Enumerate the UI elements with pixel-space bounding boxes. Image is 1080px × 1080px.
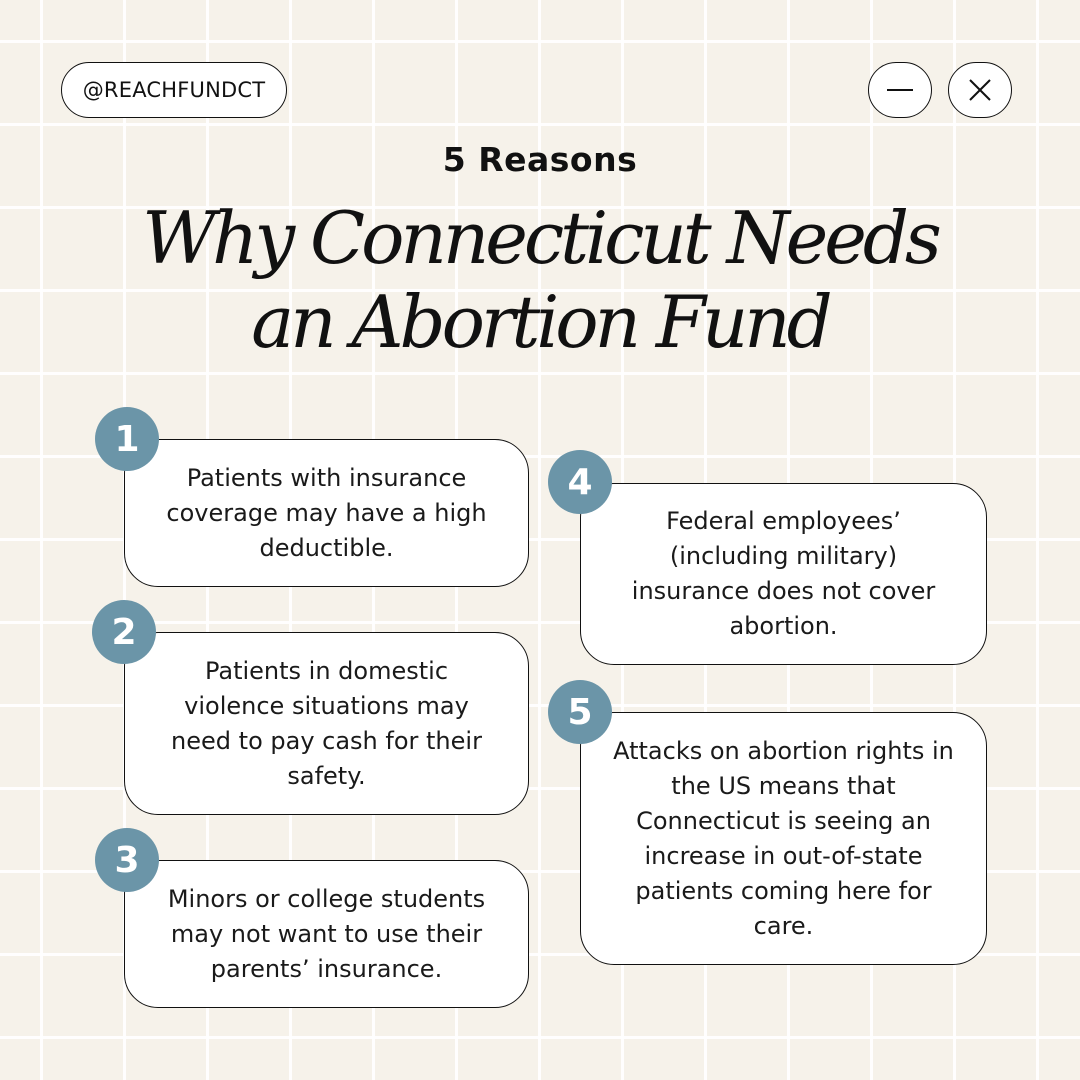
reason-text-2: Patients in domestic violence situations may need to pay cash for their safety.	[171, 656, 482, 790]
subtitle: 5 Reasons	[442, 140, 638, 179]
minus-icon	[887, 88, 913, 92]
reason-text-1: Patients with insurance coverage may have a high deductible.	[166, 463, 487, 562]
reason-number-badge-5: 5	[548, 680, 612, 744]
reason-card-5	[580, 712, 987, 965]
page-title	[0, 196, 1080, 364]
headline-line-1: Why Connecticut Needs	[142, 196, 938, 280]
reason-number-badge-4: 4	[548, 450, 612, 514]
close-button[interactable]	[948, 62, 1012, 118]
headline-line-2: an Abortion Fund	[251, 280, 829, 364]
reason-card-3	[124, 860, 529, 1008]
reason-number-badge-3: 3	[95, 828, 159, 892]
reason-card-1	[124, 439, 529, 587]
reason-text-4: Federal employees’ (including military) insurance does not cover abortion.	[631, 507, 936, 640]
reason-number-badge-1: 1	[95, 407, 159, 471]
reason-card-4	[580, 483, 987, 665]
reason-card-2	[124, 632, 529, 815]
reason-text-5: Attacks on abortion rights in the US means that Connecticut is seeing an increase in out-of-state patients coming here for care.	[613, 736, 954, 940]
close-icon	[968, 78, 992, 102]
handle-pill	[61, 62, 287, 118]
account-handle: @REACHFUNDCT	[82, 78, 266, 102]
minimize-button[interactable]	[868, 62, 932, 118]
reason-text-3: Minors or college students may not want to use their parents’ insurance.	[167, 884, 486, 983]
reason-number-badge-2: 2	[92, 600, 156, 664]
